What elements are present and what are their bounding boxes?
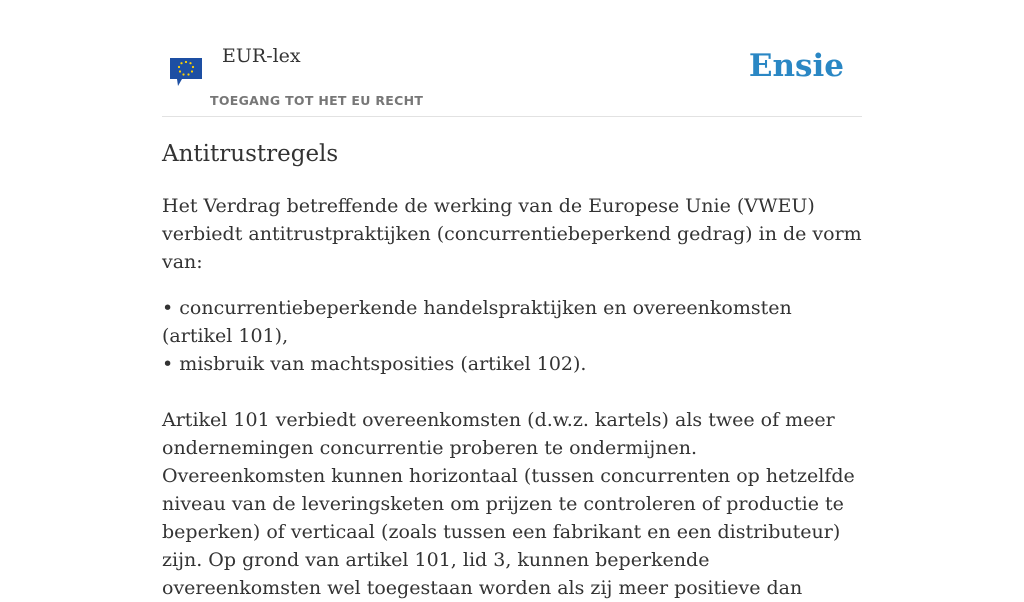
list-item: • concurrentiebeperkende handelspraktijken en overeenkomsten (artikel 101), [162,297,792,347]
article-title: Antitrustregels [162,141,339,167]
article-paragraph: Artikel 101 verbiedt overeenkomsten (d.w.z. kartels) als twee of meer ondernemingen concurrentie proberen te ondermijnen. Overeenkomsten kunnen horizontaal (tussen concurrenten op hetzelfde niveau van de leveringsketen om prijzen te controleren of productie te beperken) of verticaal (zoals tussen een fabrikant en een distributeur) zijn. Op grond van artikel 101, lid 3, kunnen beperkende overeenkomsten wel toegestaan worden als zij meer positieve dan [162,409,855,599]
article-content [162,138,862,602]
header [162,0,862,117]
site-subtitle: TOEGANG TOT HET EU RECHT [210,93,424,108]
site-title[interactable]: EUR-lex [222,45,301,67]
bullet-list [162,294,862,378]
brand-logo[interactable]: Ensie [748,48,844,84]
list-item: • misbruik van machtsposities (artikel 102). [162,353,587,375]
eu-flag-speech-bubble-icon[interactable] [168,56,204,90]
article-intro: Het Verdrag betreffende de werking van de Europese Unie (VWEU) verbiedt antitrustpraktijken (concurrentiebeperkend gedrag) in de vorm van: [162,195,862,273]
